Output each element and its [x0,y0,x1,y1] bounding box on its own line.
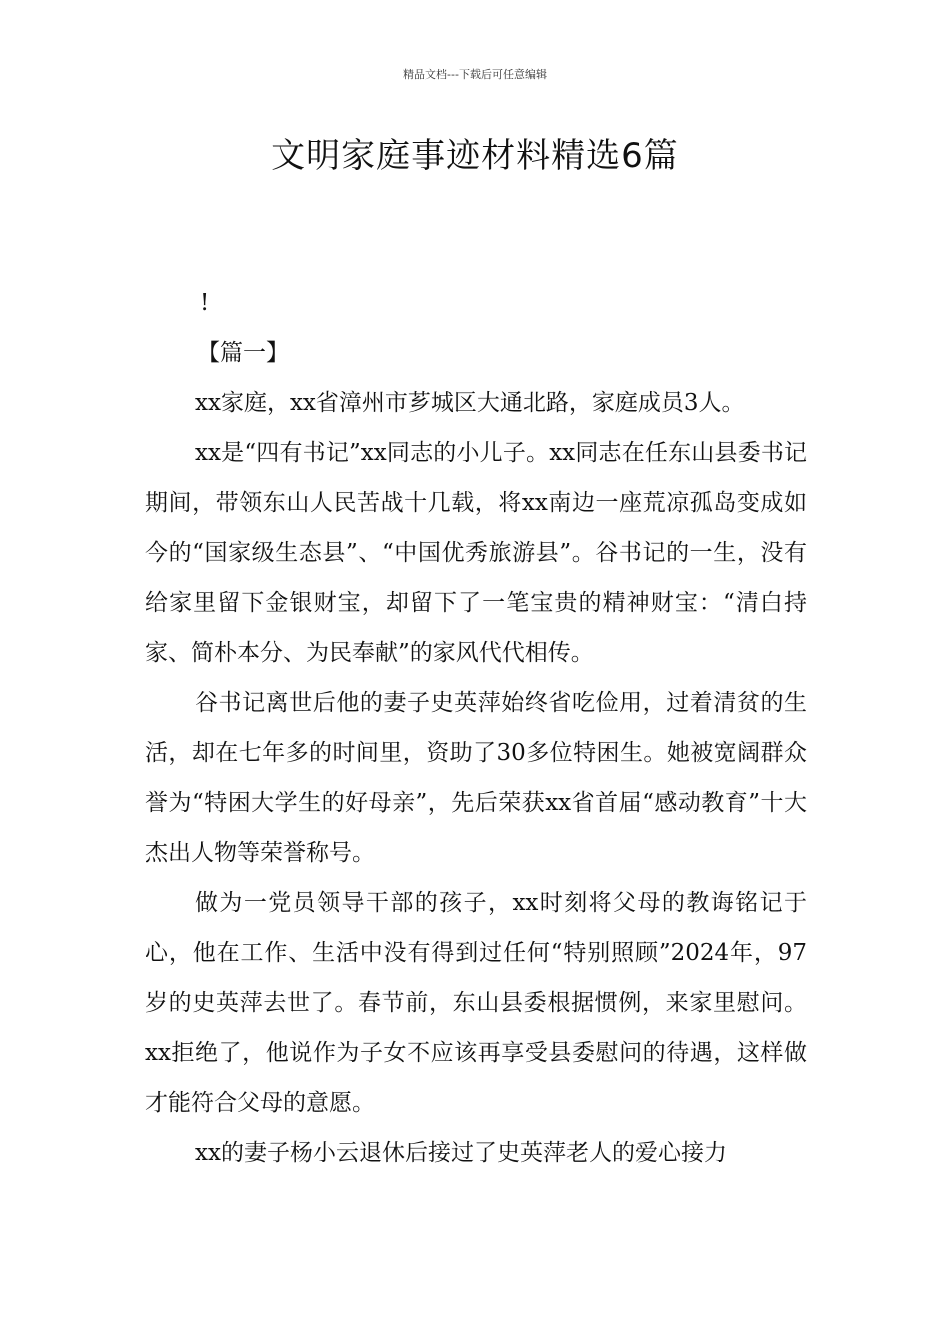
paragraph-4: 做为一党员领导干部的孩子，xx时刻将父母的教诲铭记于心，他在工作、生活中没有得到过任何“特别照顾”2024年，97岁的史英萍去世了。春节前，东山县委根据惯例，来家里慰问。xx拒绝了，他说作为子女不应该再享受县委慰问的待遇，这样做才能符合父母的意愿。 [145,890,807,1116]
paragraph-5: xx的妻子杨小云退休后接过了史英萍老人的爱心接力 [195,1140,727,1166]
exclamation-mark: ! [200,290,210,316]
paragraph-3: 谷书记离世后他的妻子史英萍始终省吃俭用，过着清贫的生活，却在七年多的时间里，资助了30多位特困生。她被宽阔群众誉为“特困大学生的好母亲”，先后荣获xx省首届“感动教育”十大杰出人物等荣誉称号。 [145,690,807,866]
document-title: 文明家庭事迹材料精选6篇 [271,136,679,176]
paragraph-2: xx是“四有书记”xx同志的小儿子。xx同志在任东山县委书记期间，带领东山人民苦战十几载，将xx南边一座荒凉孤岛变成如今的“国家级生态县”、“中国优秀旅游县”。谷书记的一生，没有给家里留下金银财宝，却留下了一笔宝贵的精神财宝：“清白持家、简朴本分、为民奉献”的家风代代相传。 [145,440,807,666]
paragraph-1: xx家庭，xx省漳州市芗城区大通北路，家庭成员3人。 [195,390,745,416]
section-label: 【篇一】 [197,340,289,366]
header-note: 精品文档---下载后可任意编辑 [403,68,547,81]
document-body [145,278,807,1178]
